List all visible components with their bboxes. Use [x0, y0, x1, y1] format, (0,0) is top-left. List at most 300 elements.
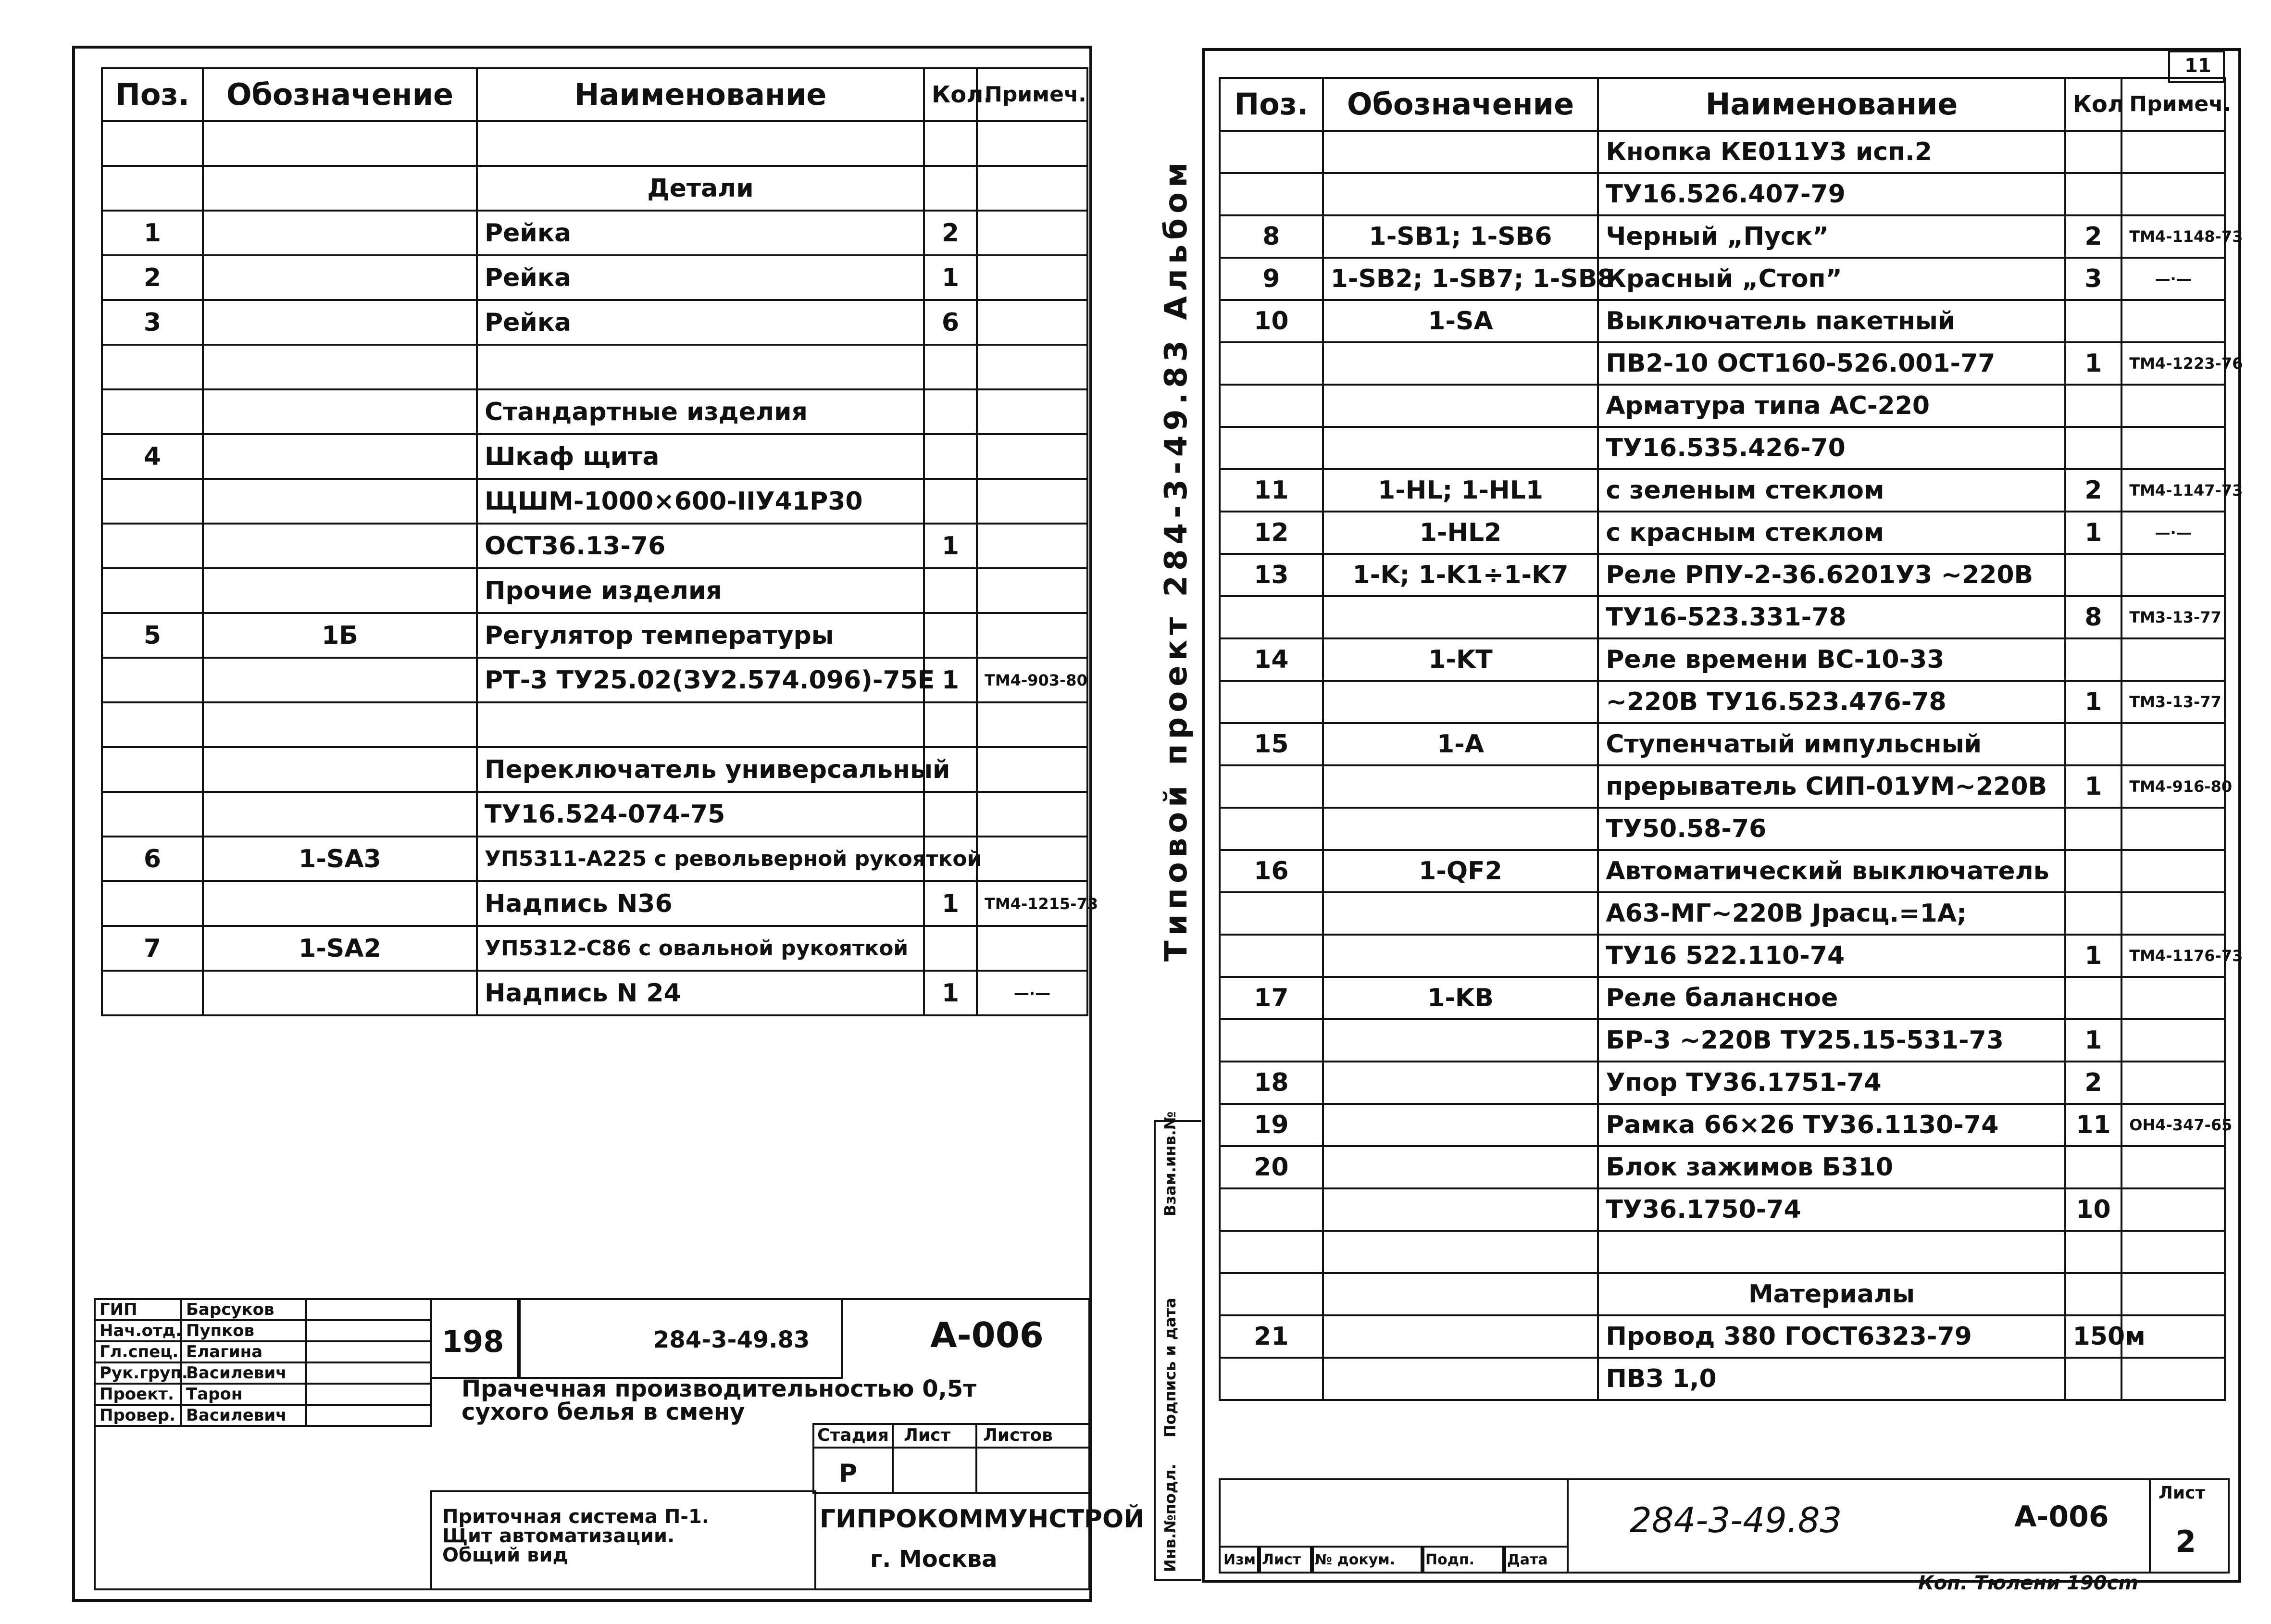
right-cell-pos: 11: [1220, 469, 1323, 512]
left-cell-name: Надпись N 24: [477, 971, 924, 1015]
right-cell-pos: [1220, 892, 1323, 935]
right-cell-qty: 150м: [2065, 1315, 2122, 1358]
right-cell-note: [2121, 1146, 2225, 1188]
left-cell-qty: 1: [924, 255, 977, 300]
right-cell-qty: 2: [2065, 215, 2122, 258]
right-cell-qty: 10: [2065, 1188, 2122, 1231]
left-cell-des: [203, 300, 477, 345]
left-cell-pos: [102, 747, 203, 792]
left-cell-pos: [102, 479, 203, 524]
right-table-row: [1220, 131, 2225, 173]
right-cell-note: —·—: [2121, 258, 2225, 300]
left-cell-note: [977, 121, 1087, 166]
left-cell-des: [203, 211, 477, 255]
left-cell-qty: 1: [924, 971, 977, 1015]
right-stamp-code: 284-3-49.83: [1630, 1500, 1842, 1540]
left-cell-des: [203, 434, 477, 479]
stage-value: Р: [839, 1459, 858, 1488]
right-table-row: [1220, 1188, 2225, 1231]
right-cell-qty: 2: [2065, 469, 2122, 512]
right-cell-des: [1323, 342, 1598, 385]
right-table-row: [1220, 1231, 2225, 1273]
right-cell-des: [1323, 892, 1598, 935]
right-cell-qty: [2065, 131, 2122, 173]
right-table-row: [1220, 512, 2225, 554]
right-table-row: [1220, 1104, 2225, 1146]
left-cell-note: [977, 166, 1087, 211]
right-cell-note: ТМ4-1147-73: [2121, 469, 2225, 512]
right-stamp-col: [1310, 1546, 1424, 1574]
left-table-row: [102, 479, 1087, 524]
right-cell-qty: 1: [2065, 342, 2122, 385]
right-cell-pos: [1220, 1231, 1323, 1273]
right-cell-des: [1323, 427, 1598, 469]
stamp-role-name: Барсуков: [181, 1299, 306, 1320]
right-stamp-col-label: № докум.: [1315, 1551, 1396, 1568]
sheet-label: Лист: [904, 1425, 951, 1445]
left-cell-name: [477, 345, 924, 389]
right-table-row: [1220, 554, 2225, 596]
right-cell-qty: [2065, 300, 2122, 342]
signature-cell: [306, 1405, 431, 1426]
spine-text: Типовой проект 284-3-49.83 Альбом: [1159, 157, 1194, 962]
right-cell-note: [2121, 723, 2225, 765]
right-table-row: [1220, 808, 2225, 850]
left-cell-pos: 2: [102, 255, 203, 300]
right-cell-name: [1598, 1231, 2065, 1273]
right-cell-qty: [2065, 1273, 2122, 1315]
stamp-code: 284-3-49.83: [653, 1326, 810, 1353]
right-cell-des: [1323, 808, 1598, 850]
city: г. Москва: [870, 1546, 998, 1573]
left-cell-name: Шкаф щита: [477, 434, 924, 479]
left-cell-des: [203, 658, 477, 702]
right-cell-pos: 17: [1220, 977, 1323, 1019]
right-cell-pos: [1220, 1273, 1323, 1315]
right-cell-note: ТМ4-916-80: [2121, 765, 2225, 808]
left-cell-qty: [924, 702, 977, 747]
left-cell-name: Рейка: [477, 300, 924, 345]
right-table-row: [1220, 681, 2225, 723]
right-cell-name: А63-МГ~220В Jрасц.=1А;: [1598, 892, 2065, 935]
right-cell-note: [2121, 1231, 2225, 1273]
right-cell-des: [1323, 1146, 1598, 1188]
side-label-sign: Подпись и дата: [1161, 1298, 1179, 1437]
right-table-row: [1220, 723, 2225, 765]
right-cell-qty: [2065, 1358, 2122, 1400]
left-cell-qty: [924, 389, 977, 434]
left-cell-note: [977, 255, 1087, 300]
right-cell-qty: 2: [2065, 1062, 2122, 1104]
right-table-row: [1220, 173, 2225, 215]
right-table-row: [1220, 596, 2225, 638]
right-cell-qty: 1: [2065, 512, 2122, 554]
stamp-role-name: Василевич: [181, 1362, 306, 1384]
left-cell-pos: [102, 166, 203, 211]
left-cell-note: [977, 434, 1087, 479]
stamp-role-role: Рук.груп.: [95, 1362, 181, 1384]
right-cell-note: [2121, 808, 2225, 850]
right-cell-note: ОН4-347-65: [2121, 1104, 2225, 1146]
right-cell-des: [1323, 385, 1598, 427]
right-cell-note: [2121, 1062, 2225, 1104]
right-cell-des: [1323, 596, 1598, 638]
left-cell-note: [977, 479, 1087, 524]
right-table-row: [1220, 258, 2225, 300]
left-cell-des: [203, 389, 477, 434]
right-cell-qty: 1: [2065, 681, 2122, 723]
right-cell-des: [1323, 1188, 1598, 1231]
right-cell-pos: [1220, 935, 1323, 977]
stamp-role-row: [95, 1299, 431, 1320]
stamp-role-row: [95, 1341, 431, 1362]
left-cell-name: РТ-3 ТУ25.02(ЗУ2.574.096)-75Е: [477, 658, 924, 702]
right-cell-name: ТУ36.1750-74: [1598, 1188, 2065, 1231]
right-cell-des: 1-KB: [1323, 977, 1598, 1019]
left-cell-name: Прочие изделия: [477, 568, 924, 613]
left-cell-qty: 2: [924, 211, 977, 255]
right-cell-name: Реле времени ВС-10-33: [1598, 638, 2065, 681]
left-cell-pos: [102, 121, 203, 166]
left-table-row: [102, 300, 1087, 345]
right-cell-name: Автоматический выключатель: [1598, 850, 2065, 892]
left-cell-note: [977, 747, 1087, 792]
right-stamp-col: [1219, 1546, 1261, 1574]
right-cell-name: ~220В ТУ16.523.476-78: [1598, 681, 2065, 723]
left-table-row: [102, 658, 1087, 702]
right-cell-note: [2121, 385, 2225, 427]
left-cell-pos: [102, 702, 203, 747]
left-cell-qty: [924, 792, 977, 837]
right-cell-des: [1323, 1104, 1598, 1146]
right-header-note: Примеч.: [2121, 78, 2225, 131]
signature-cell: [306, 1362, 431, 1384]
right-cell-des: [1323, 131, 1598, 173]
right-cell-name: Упор ТУ36.1751-74: [1598, 1062, 2065, 1104]
left-table-row: [102, 747, 1087, 792]
right-cell-qty: [2065, 173, 2122, 215]
left-cell-des: [203, 479, 477, 524]
right-cell-qty: 8: [2065, 596, 2122, 638]
right-cell-des: 1-SB1; 1-SB6: [1323, 215, 1598, 258]
left-cell-qty: [924, 568, 977, 613]
right-cell-note: [2121, 131, 2225, 173]
stamp-role-row: [95, 1384, 431, 1405]
right-cell-des: 1-HL; 1-HL1: [1323, 469, 1598, 512]
right-cell-qty: [2065, 850, 2122, 892]
left-cell-pos: 4: [102, 434, 203, 479]
left-cell-pos: 7: [102, 926, 203, 971]
right-cell-note: [2121, 1273, 2225, 1315]
right-cell-des: 1-SA: [1323, 300, 1598, 342]
left-cell-des: 1-SA3: [203, 837, 477, 881]
right-table-row: [1220, 469, 2225, 512]
right-cell-des: [1323, 935, 1598, 977]
right-cell-note: [2121, 173, 2225, 215]
left-cell-note: [977, 792, 1087, 837]
stamp-role-role: Нач.отд.: [95, 1320, 181, 1341]
right-cell-name: прерыватель СИП-01УМ~220В: [1598, 765, 2065, 808]
right-cell-pos: [1220, 1188, 1323, 1231]
right-cell-des: [1323, 1019, 1598, 1062]
right-stamp-col-label: Подп.: [1425, 1551, 1475, 1568]
stage-label: Стадия: [817, 1425, 889, 1445]
right-cell-name: Блок зажимов Б310: [1598, 1146, 2065, 1188]
left-cell-pos: [102, 345, 203, 389]
right-cell-note: [2121, 1019, 2225, 1062]
left-cell-qty: 6: [924, 300, 977, 345]
right-cell-name: Ступенчатый импульсный: [1598, 723, 2065, 765]
left-cell-name: Регулятор температуры: [477, 613, 924, 658]
left-table-row: [102, 524, 1087, 568]
right-cell-des: 1-KT: [1323, 638, 1598, 681]
right-cell-qty: [2065, 723, 2122, 765]
left-cell-qty: [924, 166, 977, 211]
stamp-number-cell: [430, 1298, 521, 1379]
right-cell-qty: 11: [2065, 1104, 2122, 1146]
right-cell-qty: [2065, 1146, 2122, 1188]
stamp-role-role: Проект.: [95, 1384, 181, 1405]
left-table-row: [102, 568, 1087, 613]
right-cell-qty: [2065, 808, 2122, 850]
left-table-row: [102, 613, 1087, 658]
signature-cell: [306, 1384, 431, 1405]
right-cell-pos: 21: [1220, 1315, 1323, 1358]
left-cell-note: —·—: [977, 971, 1087, 1015]
drawing-title: Приточная система П-1. Щит автоматизации. Общий вид: [442, 1506, 709, 1566]
left-cell-qty: [924, 121, 977, 166]
right-cell-pos: [1220, 427, 1323, 469]
left-cell-note: [977, 345, 1087, 389]
right-cell-note: ТМ3-13-77: [2121, 681, 2225, 723]
left-cell-qty: 1: [924, 881, 977, 926]
right-cell-note: [2121, 892, 2225, 935]
left-cell-des: [203, 345, 477, 389]
right-cell-des: 1-SB2; 1-SB7; 1-SB8: [1323, 258, 1598, 300]
right-cell-name: с зеленым стеклом: [1598, 469, 2065, 512]
left-cell-name: Рейка: [477, 255, 924, 300]
left-table-row: [102, 121, 1087, 166]
organization: ГИПРОКОММУНСТРОЙ: [820, 1505, 1145, 1534]
right-table-row: [1220, 1273, 2225, 1315]
right-cell-name: ТУ16-523.331-78: [1598, 596, 2065, 638]
left-table-row: [102, 389, 1087, 434]
stamp-role-row: [95, 1320, 431, 1341]
left-table-row: [102, 345, 1087, 389]
right-cell-name: ТУ16 522.110-74: [1598, 935, 2065, 977]
side-label-replace: Взам.инв.№: [1161, 1111, 1179, 1216]
left-cell-note: [977, 568, 1087, 613]
left-cell-qty: [924, 479, 977, 524]
left-cell-name: Переключатель универсальный: [477, 747, 924, 792]
right-cell-note: [2121, 1358, 2225, 1400]
left-cell-name: УП5312-С86 с овальной рукояткой: [477, 926, 924, 971]
right-cell-des: [1323, 1358, 1598, 1400]
right-table-row: [1220, 850, 2225, 892]
stamp-role-name: Елагина: [181, 1341, 306, 1362]
left-cell-qty: [924, 613, 977, 658]
left-cell-pos: 6: [102, 837, 203, 881]
right-cell-qty: [2065, 554, 2122, 596]
right-cell-name: с красным стеклом: [1598, 512, 2065, 554]
right-table-row: [1220, 342, 2225, 385]
left-cell-name: Рейка: [477, 211, 924, 255]
right-cell-name: Выключатель пакетный: [1598, 300, 2065, 342]
right-cell-pos: [1220, 681, 1323, 723]
left-cell-des: [203, 702, 477, 747]
right-cell-name: ПВЗ 1,0: [1598, 1358, 2065, 1400]
stamp-role-role: Гл.спец.: [95, 1341, 181, 1362]
right-cell-name: ТУ50.58-76: [1598, 808, 2065, 850]
left-cell-name: УП5311-А225 с револьверной рукояткой: [477, 837, 924, 881]
stamp-number: 198: [442, 1324, 504, 1359]
right-header-des: Обозначение: [1323, 78, 1598, 131]
right-table-row: [1220, 300, 2225, 342]
left-cell-des: [203, 971, 477, 1015]
right-table-row: [1220, 1019, 2225, 1062]
left-table-row: [102, 211, 1087, 255]
right-table-row: [1220, 892, 2225, 935]
right-table-row: [1220, 1146, 2225, 1188]
right-cell-name: Материалы: [1598, 1273, 2065, 1315]
right-cell-des: 1-K; 1-K1÷1-K7: [1323, 554, 1598, 596]
right-table-row: [1220, 765, 2225, 808]
left-cell-note: [977, 837, 1087, 881]
right-table-row: [1220, 385, 2225, 427]
right-cell-pos: 15: [1220, 723, 1323, 765]
right-cell-des: 1-QF2: [1323, 850, 1598, 892]
right-cell-pos: [1220, 385, 1323, 427]
right-table-row: [1220, 1315, 2225, 1358]
right-header-qty: Кол: [2065, 78, 2122, 131]
left-cell-qty: [924, 926, 977, 971]
right-cell-name: Кнопка КЕ011У3 исп.2: [1598, 131, 2065, 173]
right-cell-qty: 1: [2065, 935, 2122, 977]
right-cell-des: [1323, 765, 1598, 808]
left-cell-pos: [102, 971, 203, 1015]
right-cell-note: ТМ3-13-77: [2121, 596, 2225, 638]
right-stamp-col: [1421, 1546, 1506, 1574]
right-cell-note: ТМ4-1223-76: [2121, 342, 2225, 385]
right-cell-pos: 18: [1220, 1062, 1323, 1104]
right-cell-pos: 10: [1220, 300, 1323, 342]
right-cell-note: [2121, 300, 2225, 342]
right-cell-qty: 3: [2065, 258, 2122, 300]
left-cell-qty: [924, 434, 977, 479]
right-cell-des: 1-HL2: [1323, 512, 1598, 554]
right-cell-pos: [1220, 342, 1323, 385]
left-spec-table: [101, 67, 1098, 1016]
right-cell-des: [1323, 1231, 1598, 1273]
left-cell-des: 1Б: [203, 613, 477, 658]
right-cell-name: Арматура типа АС-220: [1598, 385, 2065, 427]
right-stamp-col-label: Дата: [1507, 1551, 1548, 1568]
right-cell-des: [1323, 1062, 1598, 1104]
right-cell-pos: 19: [1220, 1104, 1323, 1146]
right-cell-name: Черный „Пуск”: [1598, 215, 2065, 258]
left-cell-pos: [102, 524, 203, 568]
right-cell-name: Реле балансное: [1598, 977, 2065, 1019]
left-cell-des: [203, 792, 477, 837]
right-table-row: [1220, 977, 2225, 1019]
right-stamp-col: [1502, 1546, 1569, 1574]
right-cell-qty: [2065, 638, 2122, 681]
stamp-role-name: Василевич: [181, 1405, 306, 1426]
left-cell-note: [977, 702, 1087, 747]
right-cell-name: ПВ2-10 ОСТ160-526.001-77: [1598, 342, 2065, 385]
right-cell-pos: 12: [1220, 512, 1323, 554]
left-header-pos: Поз.: [102, 68, 203, 121]
right-table-row: [1220, 427, 2225, 469]
left-cell-name: [477, 121, 924, 166]
left-cell-note: ТМ4-1215-73: [977, 881, 1087, 926]
left-cell-qty: [924, 345, 977, 389]
right-cell-note: ТМ4-1148-73: [2121, 215, 2225, 258]
signature-cell: [306, 1341, 431, 1362]
right-cell-name: Рамка 66×26 ТУ36.1130-74: [1598, 1104, 2065, 1146]
right-cell-name: ТУ16.526.407-79: [1598, 173, 2065, 215]
right-cell-note: [2121, 977, 2225, 1019]
right-cell-qty: 1: [2065, 765, 2122, 808]
left-cell-des: [203, 121, 477, 166]
right-cell-note: [2121, 850, 2225, 892]
right-cell-name: Реле РПУ-2-36.6201У3 ~220В: [1598, 554, 2065, 596]
left-header-qty: Кол.: [924, 68, 977, 121]
left-cell-des: [203, 747, 477, 792]
right-header-pos: Поз.: [1220, 78, 1323, 131]
left-cell-note: [977, 524, 1087, 568]
roles-table: [94, 1298, 432, 1427]
right-stamp-sheet-label: Лист: [2159, 1483, 2206, 1503]
side-label-inv: Инв.№подл.: [1161, 1463, 1179, 1572]
right-cell-pos: [1220, 131, 1323, 173]
left-cell-note: [977, 613, 1087, 658]
right-stamp-col-label: Лист: [1262, 1551, 1301, 1568]
right-stamp-col-label: Изм.: [1223, 1551, 1261, 1568]
left-header-des: Обозначение: [203, 68, 477, 121]
right-cell-qty: [2065, 892, 2122, 935]
left-cell-note: ТМ4-903-80: [977, 658, 1087, 702]
signature-cell: [306, 1320, 431, 1341]
left-table-row: [102, 971, 1087, 1015]
left-cell-name: ТУ16.524-074-75: [477, 792, 924, 837]
left-cell-pos: [102, 658, 203, 702]
right-cell-pos: [1220, 596, 1323, 638]
copy-note: Коп. Тюлени 190cm: [1918, 1572, 2139, 1594]
right-cell-pos: 8: [1220, 215, 1323, 258]
left-cell-note: [977, 389, 1087, 434]
right-cell-des: [1323, 1273, 1598, 1315]
stamp-sheet-code: А-006: [930, 1315, 1044, 1355]
left-table-row: [102, 166, 1087, 211]
right-stamp-col: [1257, 1546, 1314, 1574]
left-cell-name: Стандартные изделия: [477, 389, 924, 434]
right-cell-pos: 16: [1220, 850, 1323, 892]
right-cell-pos: 20: [1220, 1146, 1323, 1188]
left-table-row: [102, 255, 1087, 300]
right-stamp-sheet-value: 2: [2175, 1524, 2196, 1559]
right-cell-des: 1-A: [1323, 723, 1598, 765]
left-cell-qty: 1: [924, 658, 977, 702]
right-cell-pos: [1220, 808, 1323, 850]
right-cell-des: [1323, 1315, 1598, 1358]
left-cell-pos: 1: [102, 211, 203, 255]
right-table-row: [1220, 1358, 2225, 1400]
left-table-row: [102, 837, 1087, 881]
stamp-role-name: Пупков: [181, 1320, 306, 1341]
left-cell-des: [203, 524, 477, 568]
right-cell-note: [2121, 1188, 2225, 1231]
